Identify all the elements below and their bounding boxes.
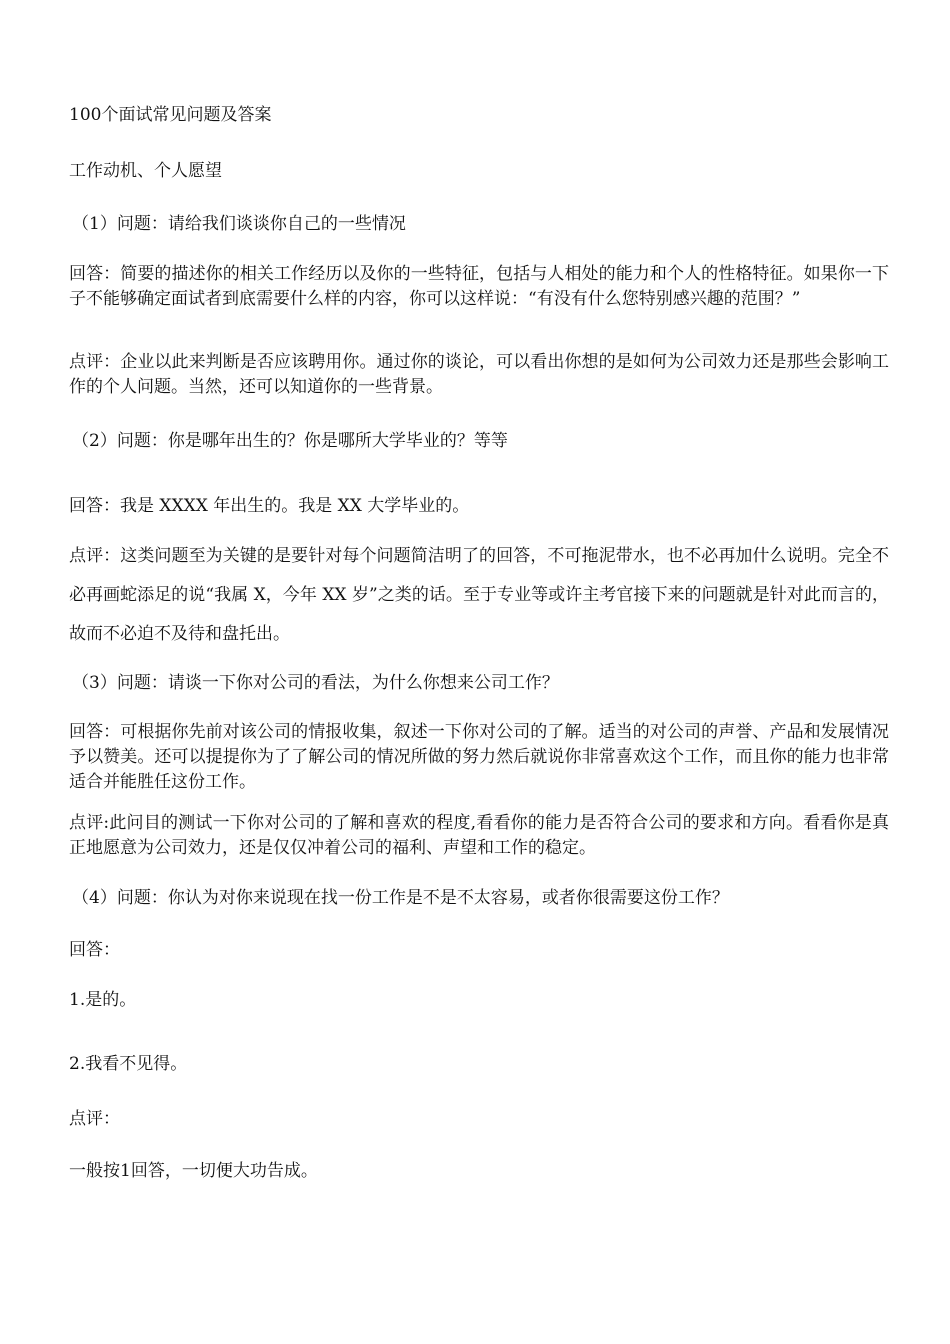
section-heading: 工作动机、个人愿望: [69, 161, 222, 181]
comment-4-label: 点评：: [69, 1109, 120, 1129]
answer-4-option-2: 2.我看不见得。: [69, 1054, 188, 1074]
comment-4: 一般按1回答，一切便大功告成。: [69, 1161, 318, 1181]
answer-4-option-1: 1.是的。: [69, 990, 137, 1010]
question-1: （1）问题：请给我们谈谈你自己的一些情况: [72, 214, 406, 234]
comment-3: 点评:此问目的测试一下你对公司的了解和喜欢的程度,看看你的能力是否符合公司的要求和方向。看看你是真正地愿意为公司效力，还是仅仅冲着公司的福利、声望和工作的稳定。: [69, 813, 889, 858]
comment-1: 点评：企业以此来判断是否应该聘用你。通过你的谈论，可以看出你想的是如何为公司效力还是那些会影响工作的个人问题。当然，还可以知道你的一些背景。: [69, 352, 889, 397]
answer-4-label: 回答：: [69, 940, 120, 960]
comment-2: 点评：这类问题至为关键的是要针对每个问题简洁明了的回答，不可拖泥带水，也不必再加什么说明。完全不必再画蛇添足的说“我属 X，今年 XX 岁”之类的话。至于专业等或许主考官接下来的问题就是针对此而言的，故而不必迫不及待和盘托出。: [69, 546, 889, 644]
answer-1: 回答：简要的描述你的相关工作经历以及你的一些特征，包括与人相处的能力和个人的性格特征。如果你一下子不能够确定面试者到底需要什么样的内容，你可以这样说：“有没有什么您特别感兴趣的范围？”: [69, 264, 889, 309]
question-2: （2）问题：你是哪年出生的？你是哪所大学毕业的？等等: [72, 431, 508, 451]
question-4: （4）问题：你认为对你来说现在找一份工作是不是不太容易，或者你很需要这份工作？: [72, 888, 729, 908]
answer-2: 回答：我是 XXXX 年出生的。我是 XX 大学毕业的。: [69, 496, 470, 516]
answer-3: 回答：可根据你先前对该公司的情报收集，叙述一下你对公司的了解。适当的对公司的声誉、产品和发展情况予以赞美。还可以提提你为了了解公司的情况所做的努力然后就说你非常喜欢这个工作，而且你的能力也非常适合并能胜任这份工作。: [69, 722, 889, 792]
document-title: 100个面试常见问题及答案: [69, 105, 272, 125]
question-3: （3）问题：请谈一下你对公司的看法，为什么你想来公司工作？: [72, 673, 559, 693]
